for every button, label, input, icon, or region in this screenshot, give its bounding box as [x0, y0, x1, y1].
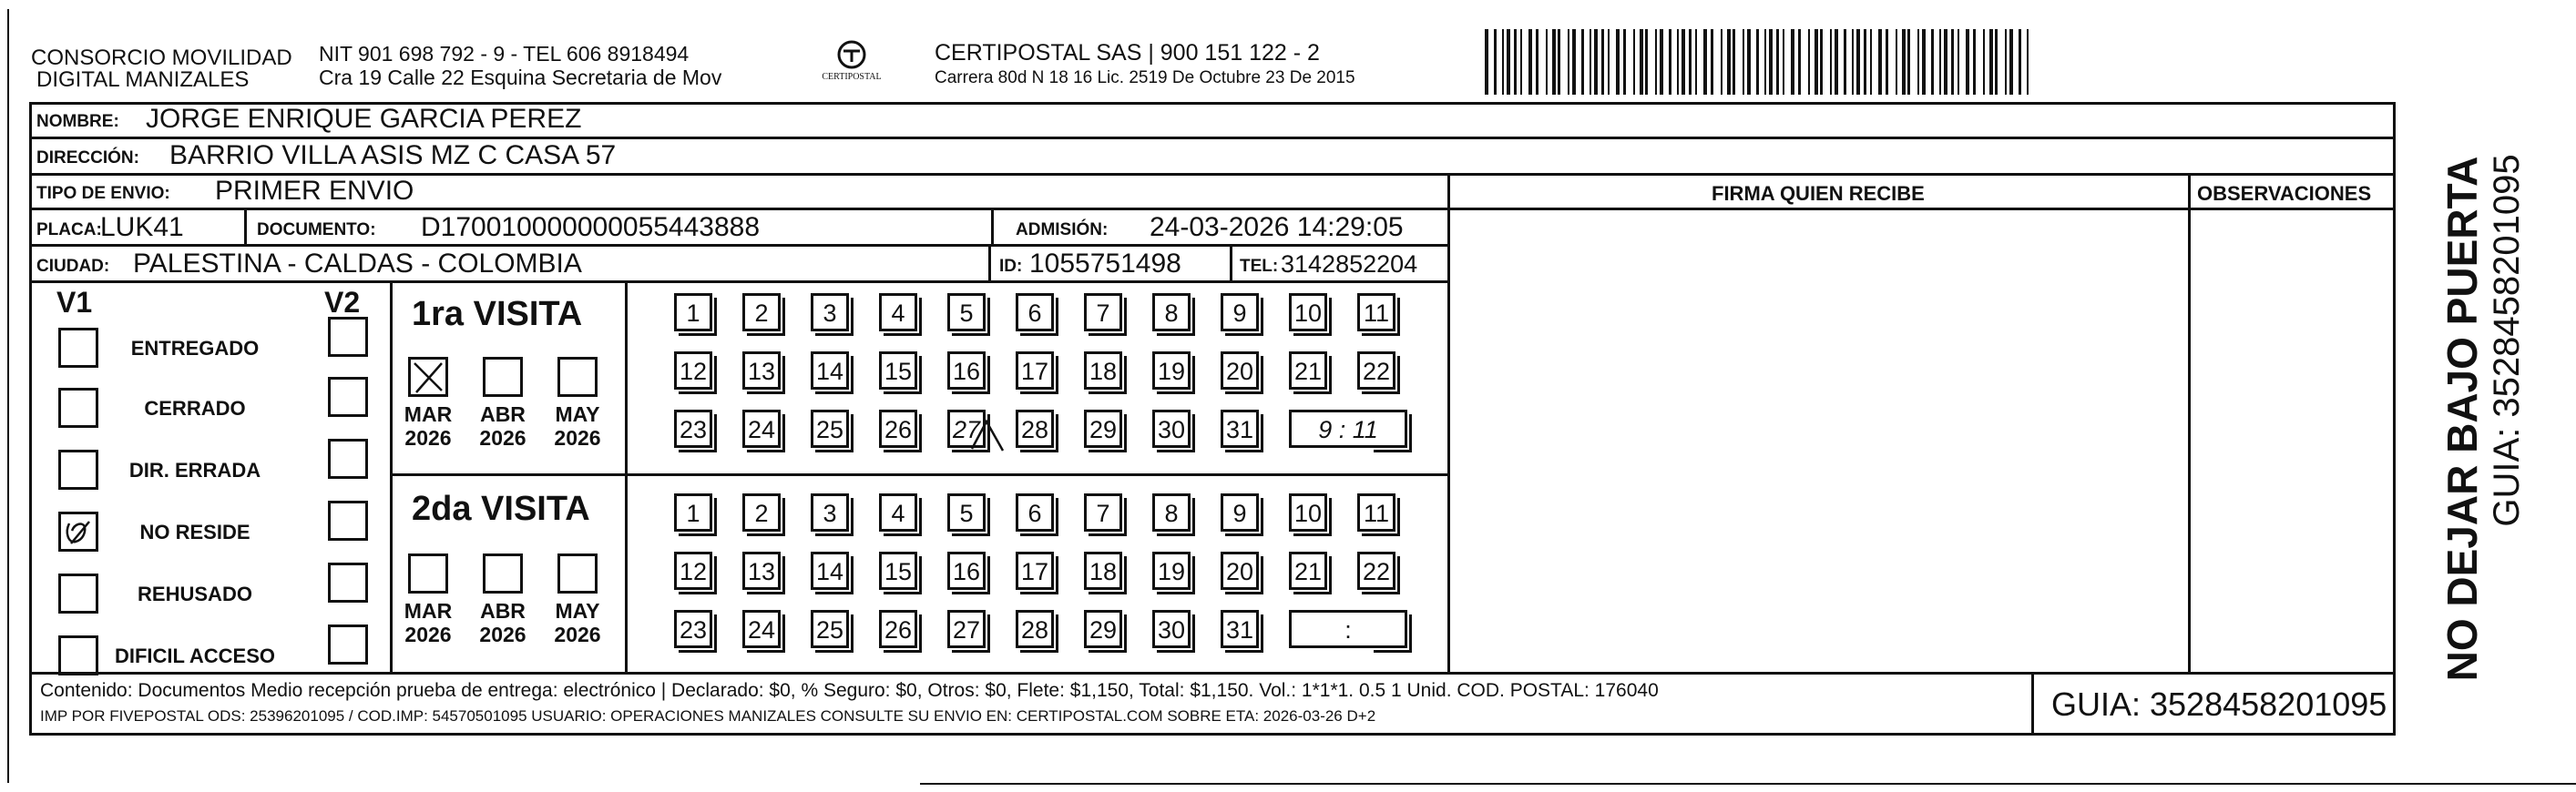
barcode-bar [1640, 29, 1643, 95]
barcode-bar [1485, 29, 1488, 95]
month-checkbox[interactable] [483, 553, 523, 594]
barcode-bar [1783, 29, 1784, 95]
footer-guia: GUIA: 3528458201095 [2051, 685, 2387, 723]
barcode-bar [1844, 29, 1846, 95]
day-cell[interactable]: 29 [1084, 410, 1122, 448]
status-label: DIFICIL ACCESO [114, 645, 275, 667]
nombre-value: JORGE ENRIQUE GARCIA PEREZ [146, 104, 582, 134]
tipo-envio-label: TIPO DE ENVIO: [36, 184, 170, 203]
documento-label: DOCUMENTO: [257, 220, 376, 239]
direccion-value: BARRIO VILLA ASIS MZ C CASA 57 [169, 140, 617, 170]
barcode-bar [1601, 29, 1604, 95]
bottom-edge [920, 783, 2576, 785]
day-cell[interactable]: 30 [1152, 410, 1191, 448]
day-cell[interactable]: 12 [674, 552, 712, 590]
day-cell[interactable]: 24 [742, 410, 781, 448]
visit2-title: 2da VISITA [412, 490, 590, 528]
day-cell[interactable]: 28 [1016, 410, 1054, 448]
barcode-bar [1514, 29, 1517, 95]
month-checkbox[interactable] [557, 553, 598, 594]
day-cell[interactable]: 3 [811, 493, 849, 532]
day-cell[interactable]: 7 [1084, 493, 1122, 532]
status-label: CERRADO [144, 397, 246, 420]
certipostal-license: Carrera 80d N 18 16 Lic. 2519 De Octubre 23 De 2015 [935, 68, 1355, 87]
barcode-bar [1655, 29, 1657, 95]
observaciones-header: OBSERVACIONES [2197, 182, 2372, 205]
ciudad-label: CIUDAD: [36, 257, 110, 276]
certipostal-info: CERTIPOSTAL SAS | 900 151 122 - 2 [935, 40, 1320, 66]
barcode-bar [1558, 29, 1560, 95]
day-cell[interactable]: 16 [947, 351, 986, 390]
barcode-bar [1623, 29, 1626, 95]
barcode-bar [1536, 29, 1538, 95]
day-cell[interactable]: 12 [674, 351, 712, 390]
tipo-envio-value: PRIMER ENVIO [215, 176, 414, 206]
barcode-bar [1546, 29, 1548, 95]
day-cell[interactable]: 20 [1221, 552, 1259, 590]
barcode-bar [1572, 29, 1576, 95]
day-cell[interactable]: 13 [742, 552, 781, 590]
barcode-bar [1721, 29, 1722, 95]
barcode-bar [1733, 29, 1735, 95]
day-cell[interactable]: 23 [674, 610, 712, 648]
tel-label: TEL: [1240, 257, 1279, 276]
barcode-bar [1864, 29, 1866, 95]
day-cell[interactable]: 26 [879, 610, 917, 648]
barcode-bar [1633, 29, 1635, 95]
barcode-bar [1528, 29, 1532, 95]
barcode-bar [2009, 29, 2013, 95]
v1-header: V1 [56, 286, 93, 319]
day-cell[interactable]: 23 [674, 410, 712, 448]
barcode-bar [1820, 29, 1823, 95]
month-label: ABR 2026 [479, 599, 526, 647]
day-cell[interactable]: 25 [811, 610, 849, 648]
barcode-bar [1682, 29, 1685, 95]
company-nit: NIT 901 698 792 - 9 - TEL 606 8918494 [319, 42, 690, 66]
barcode [1485, 29, 2218, 95]
barcode-bar [1951, 29, 1954, 95]
day-cell[interactable]: 14 [811, 552, 849, 590]
barcode-bar [1520, 29, 1522, 95]
placa-label: PLACA: [36, 220, 102, 239]
barcode-bar [1594, 29, 1598, 95]
day-cell[interactable]: 27 [947, 410, 986, 448]
barcode-bar [1552, 29, 1556, 95]
direccion-label: DIRECCIÓN: [36, 148, 139, 168]
firma-header: FIRMA QUIEN RECIBE [1712, 182, 1925, 205]
day-cell[interactable]: 21 [1289, 552, 1327, 590]
barcode-bar [2019, 29, 2021, 95]
barcode-bar [1917, 29, 1919, 95]
day-cell[interactable]: 15 [879, 351, 917, 390]
barcode-bar [1645, 29, 1648, 95]
day-cell[interactable]: 4 [879, 293, 917, 331]
v2-checkbox[interactable] [328, 624, 368, 665]
day-cell[interactable]: 19 [1152, 552, 1191, 590]
company-name-line1: CONSORCIO MOVILIDAD [31, 46, 292, 70]
barcode-bar [1791, 29, 1794, 95]
month-checkbox[interactable] [408, 357, 448, 397]
barcode-bar [1590, 29, 1591, 95]
day-cell[interactable]: 22 [1357, 351, 1395, 390]
day-cell[interactable]: 14 [811, 351, 849, 390]
barcode-bar [1878, 29, 1882, 95]
barcode-bar [1907, 29, 1910, 95]
barcode-bar [1727, 29, 1731, 95]
barcode-bar [1677, 29, 1679, 95]
day-cell[interactable]: 18 [1084, 351, 1122, 390]
barcode-bar [1886, 29, 1888, 95]
day-cell[interactable]: 31 [1221, 410, 1259, 448]
day-cell[interactable]: 31 [1221, 610, 1259, 648]
barcode-bar [1944, 29, 1947, 95]
v2-checkbox[interactable] [328, 317, 368, 357]
barcode-bar [1703, 29, 1707, 95]
barcode-bar [2027, 29, 2029, 95]
company-address: Cra 19 Calle 22 Esquina Secretaria de Mov [319, 66, 722, 89]
day-cell[interactable]: 2 [742, 493, 781, 532]
day-cell[interactable]: 24 [742, 610, 781, 648]
day-cell[interactable]: 9 [1221, 493, 1259, 532]
day-cell[interactable]: 11 [1357, 493, 1395, 532]
logo-text: CERTIPOSTAL [822, 72, 882, 82]
month-checkbox[interactable] [557, 357, 598, 397]
day-cell[interactable]: 10 [1289, 293, 1327, 331]
barcode-bar [1830, 29, 1832, 95]
month-checkbox[interactable] [483, 357, 523, 397]
month-label: MAY 2026 [554, 599, 601, 647]
admision-label: ADMISIÓN: [1016, 220, 1109, 239]
barcode-bar [1689, 29, 1692, 95]
v2-header: V2 [324, 286, 361, 319]
no-dejar-bajo-puerta: NO DEJAR BAJO PUERTA [2438, 156, 2486, 682]
barcode-bar [1835, 29, 1838, 95]
visit1-title: 1ra VISITA [412, 295, 583, 333]
day-cell[interactable]: 1 [674, 493, 712, 532]
barcode-bar [1939, 29, 1941, 95]
barcode-bar [1568, 29, 1569, 95]
day-cell[interactable]: 9 [1221, 293, 1259, 331]
month-label: ABR 2026 [479, 402, 526, 451]
day-cell[interactable]: 3 [811, 293, 849, 331]
barcode-bar [1507, 29, 1510, 95]
barcode-bar [1669, 29, 1671, 95]
barcode-bar [1616, 29, 1620, 95]
barcode-bar [1502, 29, 1504, 95]
barcode-bar [1764, 29, 1766, 95]
day-cell[interactable]: 2 [742, 293, 781, 331]
admision-value: 24-03-2026 14:29:05 [1150, 212, 1404, 242]
day-cell[interactable]: 25 [811, 410, 849, 448]
time-field[interactable]: 9 : 11 [1289, 410, 1407, 448]
day-cell[interactable]: 28 [1016, 610, 1054, 648]
day-cell[interactable]: 1 [674, 293, 712, 331]
id-value: 1055751498 [1029, 249, 1181, 279]
month-label: MAR 2026 [404, 599, 453, 647]
barcode-bar [2005, 29, 2007, 95]
v2-checkbox[interactable] [328, 563, 368, 603]
month-label: MAY 2026 [554, 402, 601, 451]
day-cell[interactable]: 15 [879, 552, 917, 590]
day-cell[interactable]: 13 [742, 351, 781, 390]
day-cell[interactable]: 7 [1084, 293, 1122, 331]
day-cell[interactable]: 26 [879, 410, 917, 448]
documento-value: D170010000000055443888 [421, 212, 761, 242]
day-cell[interactable]: 19 [1152, 351, 1191, 390]
barcode-bar [1581, 29, 1584, 95]
barcode-bar [1798, 29, 1801, 95]
day-cell[interactable]: 29 [1084, 610, 1122, 648]
barcode-bar [1902, 29, 1906, 95]
footer-contenido: Contenido: Documentos Medio recepción prueba de entrega: electrónico | Declarado: $0, % Seguro: $0, Otros: $0, Flete: $1,150, Total: $1,150. Vol.: 1*1*1. 0.5 1 Unid. COD. POSTAL: 176040 [40, 680, 1659, 701]
day-cell[interactable]: 17 [1016, 351, 1054, 390]
day-cell[interactable]: 16 [947, 552, 986, 590]
status-label: REHUSADO [138, 583, 252, 605]
barcode-bar [1989, 29, 1993, 95]
barcode-bar [1896, 29, 1897, 95]
status-label: DIR. ERRADA [128, 459, 261, 482]
day-cell[interactable]: 4 [879, 493, 917, 532]
day-cell[interactable]: 21 [1289, 351, 1327, 390]
barcode-bar [1747, 29, 1751, 95]
barcode-bar [1808, 29, 1810, 95]
v2-checkbox[interactable] [328, 439, 368, 479]
barcode-bar [1983, 29, 1985, 95]
barcode-bar [1608, 29, 1610, 95]
barcode-bar [1695, 29, 1697, 95]
day-cell[interactable]: 30 [1152, 610, 1191, 648]
barcode-bar [1711, 29, 1713, 95]
barcode-bar [1494, 29, 1497, 95]
time-field[interactable]: : [1289, 610, 1407, 648]
barcode-bar [1922, 29, 1926, 95]
barcode-bar [1852, 29, 1854, 95]
id-label: ID: [999, 257, 1023, 276]
day-cell[interactable]: 10 [1289, 493, 1327, 532]
company-name-line2: DIGITAL MANIZALES [36, 67, 250, 92]
month-checkbox[interactable] [408, 553, 448, 594]
tel-value: 3142852204 [1281, 250, 1418, 278]
left-edge [7, 9, 9, 783]
day-cell[interactable]: 22 [1357, 552, 1395, 590]
barcode-bar [1973, 29, 1976, 95]
status-label: ENTREGADO [130, 337, 260, 360]
placa-value: LUK41 [100, 212, 184, 242]
v2-checkbox[interactable] [328, 501, 368, 541]
barcode-bar [1660, 29, 1663, 95]
barcode-bar [1769, 29, 1773, 95]
barcode-bar [1958, 29, 1959, 95]
day-cell[interactable]: 27 [947, 610, 986, 648]
day-cell[interactable]: 5 [947, 493, 986, 532]
barcode-bar [1856, 29, 1860, 95]
footer-imp: IMP POR FIVEPOSTAL ODS: 25396201095 / COD.IMP: 54570501095 USUARIO: OPERACIONES MANIZALES CONSULTE SU ENVIO EN: CERTIPOSTAL.COM SOBRE ETA: 2026-03-26 D+2 [40, 707, 1376, 725]
barcode-bar [1995, 29, 1998, 95]
side-guia: GUIA: 3528458201095 [2487, 154, 2527, 527]
barcode-bar [1776, 29, 1779, 95]
day-cell[interactable]: 5 [947, 293, 986, 331]
barcode-bar [1931, 29, 1934, 95]
day-cell[interactable]: 6 [1016, 293, 1054, 331]
barcode-bar [1814, 29, 1818, 95]
day-cell[interactable]: 11 [1357, 293, 1395, 331]
v2-checkbox[interactable] [328, 377, 368, 417]
certipostal-logo [815, 38, 888, 91]
day-cell[interactable]: 20 [1221, 351, 1259, 390]
day-cell[interactable]: 18 [1084, 552, 1122, 590]
barcode-bar [1966, 29, 1969, 95]
barcode-bar [1743, 29, 1744, 95]
month-label: MAR 2026 [404, 402, 453, 451]
day-cell[interactable]: 17 [1016, 552, 1054, 590]
status-label: NO RESIDE [139, 521, 250, 543]
day-cell[interactable]: 8 [1152, 293, 1191, 331]
day-cell[interactable]: 6 [1016, 493, 1054, 532]
day-cell[interactable]: 8 [1152, 493, 1191, 532]
ciudad-value: PALESTINA - CALDAS - COLOMBIA [133, 249, 582, 279]
barcode-bar [1756, 29, 1759, 95]
barcode-bar [1870, 29, 1872, 95]
nombre-label: NOMBRE: [36, 112, 119, 131]
